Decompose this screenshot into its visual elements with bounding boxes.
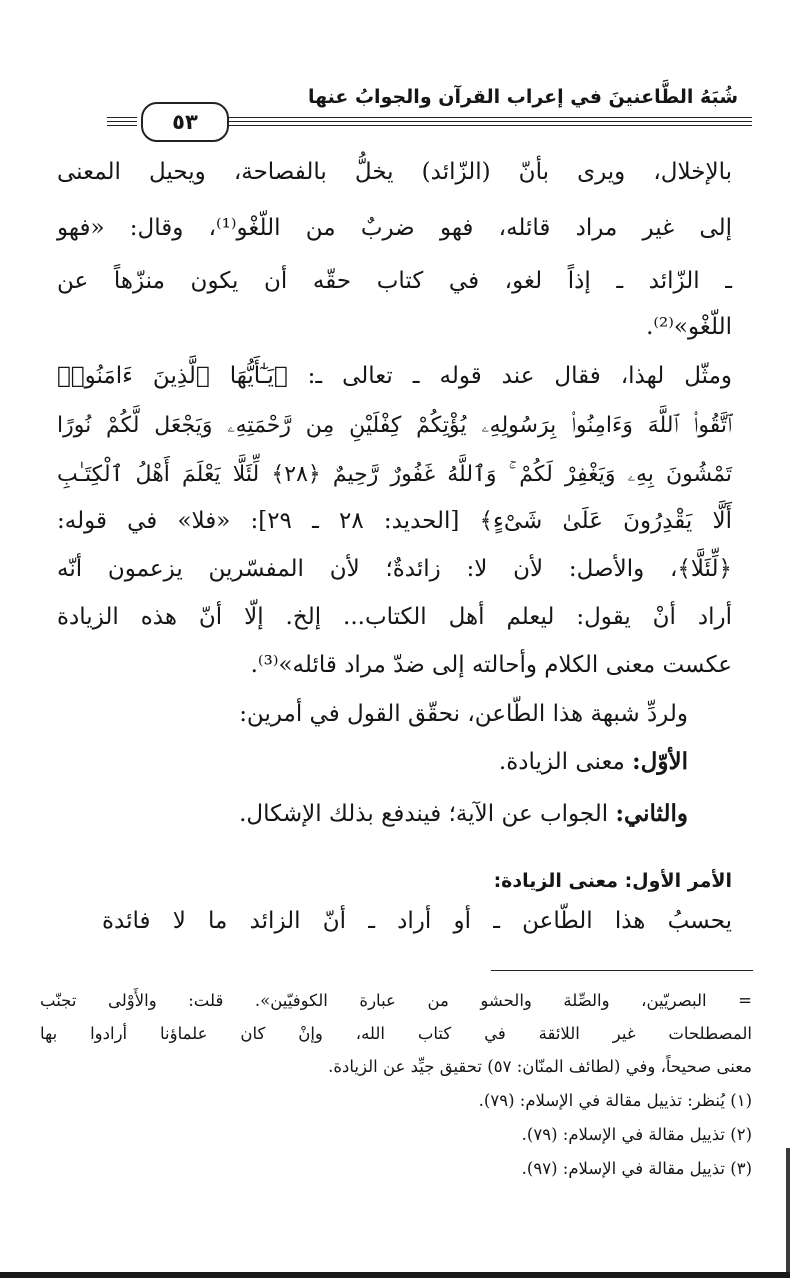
quran-verse-line: تَمْشُونَ بِهِۦ وَيَغْفِرْ لَكُمْ ۚ وَٱللَّهُ غَفُورٌ رَّحِيمٌ ﴿٢٨﴾ لِّئَلَّا يَعْلَمَ أَهْلُ ٱلْكِتَـٰبِ bbox=[57, 462, 732, 487]
point-second bbox=[239, 799, 688, 830]
page-number: ٥٣ bbox=[172, 110, 198, 134]
footnote-2: (٢) تذييل مقالة في الإسلام: (٧٩). bbox=[521, 1125, 752, 1144]
body-line: ولردِّ شبهة هذا الطّاعن، نحقّق القول في أمرين: bbox=[239, 701, 688, 727]
scan-bottom-edge bbox=[0, 1272, 790, 1278]
quran-verse-line: ٱتَّقُوا۟ ٱللَّهَ وَءَامِنُوا۟ بِرَسُولِهِۦ يُؤْتِكُمْ كِفْلَيْنِ مِن رَّحْمَتِهِۦ وَيَجْعَل لَّكُمْ نُورًا bbox=[57, 413, 732, 438]
body-line: أَلَّا يَقْدِرُونَ عَلَىٰ شَىْءٍ﴾ [الحديد: ٢٨ ـ ٢٩]: «فلا» في قوله: bbox=[57, 508, 732, 534]
header-rule bbox=[107, 117, 137, 118]
body-line: يحسبُ هذا الطّاعن ـ أو أراد ـ أنّ الزائد ما لا فائدة bbox=[102, 908, 732, 934]
body-line: ﴿لِّئَلَّا﴾، والأصل: لأن لا: زائدةٌ؛ لأن المفسّرين يزعمون أنّه bbox=[57, 556, 732, 582]
footnote-line: معنى صحيحاً، وفي (لطائف المنّان: ٥٧) تحقيق جيِّد عن الزيادة. bbox=[328, 1057, 752, 1076]
header-rule bbox=[228, 121, 752, 122]
page-edge bbox=[786, 1148, 790, 1272]
header-rule bbox=[228, 117, 752, 118]
footnote-line: المصطلحات غير اللائقة في كتاب الله، وإنْ كان علماؤنا أرادوا بها bbox=[40, 1024, 752, 1043]
header-rule bbox=[107, 121, 137, 122]
point-first-label: الأوّل: bbox=[632, 748, 688, 775]
point-second-label: والثاني: bbox=[615, 800, 688, 827]
body-line: اللّغْو»⁽²⁾. bbox=[646, 314, 732, 340]
footnote-3: (٣) تذييل مقالة في الإسلام: (٩٧). bbox=[521, 1159, 752, 1178]
header-rule bbox=[107, 125, 137, 126]
footnote-line: = البصريّين، والصِّلة والحشو من عبارة الكوفيّين». قلت: والأَوْلى تجنّب bbox=[40, 991, 752, 1010]
body-line: أراد أنْ يقول: ليعلم أهل الكتاب... إلخ. إلّا أنّ هذه الزيادة bbox=[57, 604, 732, 630]
footnote-1: (١) يُنظر: تذييل مقالة في الإسلام: (٧٩). bbox=[478, 1091, 752, 1110]
body-line: ومثّل لهذا، فقال عند قوله ـ تعالى ـ: ﴿يَـٰٓأَيُّهَا ٱلَّذِينَ ءَامَنُوا۟ bbox=[57, 363, 732, 389]
point-first bbox=[499, 747, 688, 778]
footnote-separator bbox=[491, 970, 753, 971]
point-second-text: الجواب عن الآية؛ فيندفع بذلك الإشكال. bbox=[239, 801, 616, 827]
body-line: ـ الزّائد ـ إذاً لغو، في كتاب حقّه أن يكون منزّهاً عن bbox=[57, 268, 732, 294]
body-line: عكست معنى الكلام وأحالته إلى ضدّ مراد قائله»⁽³⁾. bbox=[250, 652, 732, 678]
body-line: إلى غير مراد قائله، فهو ضربٌ من اللّغْو⁽¹⁾، وقال: «فهو bbox=[57, 215, 732, 241]
header-rule bbox=[228, 125, 752, 126]
section-heading: الأمر الأول: معنى الزيادة: bbox=[493, 870, 732, 892]
running-title: شُبَهُ الطَّاعنينَ في إعراب القرآن والجوابُ عنها bbox=[307, 86, 738, 108]
point-first-text: معنى الزيادة. bbox=[498, 749, 633, 775]
page-number-badge bbox=[141, 102, 229, 142]
body-line: بالإخلال، ويرى بأنّ (الزّائد) يخلُّ بالفصاحة، ويحيل المعنى bbox=[57, 159, 732, 185]
